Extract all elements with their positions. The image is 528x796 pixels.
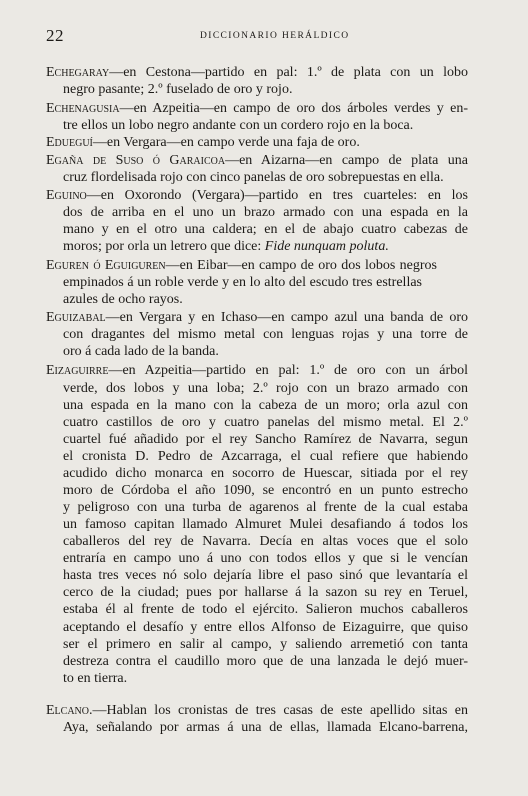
entry-text: aceptando el desafío y entre ellos Alfonso de Eizaguirre, que quiso bbox=[63, 620, 468, 635]
entry-first-line bbox=[46, 363, 468, 379]
entry-line bbox=[63, 415, 468, 431]
entry-headword: Echenagusia bbox=[46, 101, 120, 116]
entry-line bbox=[63, 517, 468, 533]
entry-text: azules de ocho rayos. bbox=[63, 292, 183, 307]
entry-first-line bbox=[46, 310, 468, 326]
entry-first-line bbox=[46, 258, 437, 274]
entry-first-line bbox=[46, 153, 468, 169]
entry-text: —en Eibar—en campo de oro dos lobos negros bbox=[165, 258, 437, 273]
entry-line bbox=[63, 432, 468, 448]
entry-line bbox=[63, 466, 468, 482]
entry-line bbox=[63, 568, 468, 584]
entry-line bbox=[63, 205, 468, 221]
entry-line bbox=[63, 170, 468, 186]
entry-line bbox=[63, 82, 468, 98]
entry-headword: Elcano bbox=[46, 703, 89, 718]
entry-text: hasta tres veces nó solo dejaría libre el paso sinó que levantaría el bbox=[63, 568, 468, 583]
motto-text: Fide nunquam poluta. bbox=[264, 239, 389, 254]
entry-line bbox=[63, 654, 468, 670]
entry-first-line bbox=[46, 703, 468, 719]
entry-text: cuartel fué añadido por el rey Sancho Ramírez de Navarra, segun bbox=[63, 432, 468, 447]
entry-text: un famoso capitan llamado Almuret Mulei desafiando á todos los bbox=[63, 517, 468, 532]
entry-line bbox=[63, 292, 422, 308]
entry-text: —en Cestona—partido en pal: 1.º de plata con un lobo bbox=[109, 65, 468, 80]
entry-first-line bbox=[46, 65, 468, 81]
entry-text: estaba él al frente de todo el ejército. Salieron muchos caballeros bbox=[63, 602, 468, 617]
entry-text: caballeros del rey de Navarra. Decía en altas voces que el solo bbox=[63, 534, 468, 549]
entry-line bbox=[63, 449, 468, 465]
entry-text: —en Azpeitia—partido en pal: 1.º de oro con un árbol bbox=[108, 363, 468, 378]
entry-headword: Edueguí bbox=[46, 135, 93, 150]
entry-text: destreza contra el caudillo moro que de una lanzada le dejó muer- bbox=[63, 654, 468, 669]
entry-headword: Eguren ó Eguiguren bbox=[46, 258, 166, 273]
entry-line bbox=[63, 637, 468, 653]
entry-line bbox=[63, 551, 468, 567]
entry-text: to en tierra. bbox=[63, 671, 128, 686]
entry-text: oro á cada lado de la banda. bbox=[63, 344, 219, 359]
page-number: 22 bbox=[46, 26, 64, 45]
entry-headword: Eguizabal bbox=[46, 310, 106, 325]
entry-line bbox=[63, 602, 468, 618]
entry-text: —en Vergara—en campo verde una faja de oro. bbox=[92, 135, 360, 150]
entry-text: tre ellos un lobo negro andante con un cordero rojo en la boca. bbox=[63, 118, 414, 133]
running-header bbox=[46, 26, 498, 46]
entry-text: moros; por orla un letrero que dice: bbox=[63, 239, 265, 254]
entry-first-line bbox=[46, 188, 468, 204]
entry-line bbox=[63, 398, 468, 414]
entry-text: cuatro castillos de oro y cuatro panelas del mismo metal. El 2.º bbox=[63, 415, 468, 430]
entry-line bbox=[63, 381, 468, 397]
entry-headword: Egaña de Suso ó Garaicoa bbox=[46, 153, 226, 168]
entry-line bbox=[63, 118, 468, 134]
entry-line bbox=[63, 585, 468, 601]
entry-text: —en Vergara y en Ichaso—en campo azul una banda de oro bbox=[105, 310, 468, 325]
entry-text: entraría en campo uno á uno con todos ellos y que si le vencían bbox=[63, 551, 468, 566]
entry-line bbox=[63, 275, 422, 291]
entry-first-line bbox=[46, 135, 468, 151]
entry-text: una espada en la mano con la cabeza de un moro; orla azul con bbox=[63, 398, 468, 413]
entry-text: negro pasante; 2.º fuselado de oro y rojo. bbox=[63, 82, 293, 97]
entry-text: —en Oxorondo (Vergara)—partido en tres cuarteles: en los bbox=[86, 188, 468, 203]
entry-text: .—Hablan los cronistas de tres casas de este apellido sitas en bbox=[89, 703, 468, 718]
entry-text: verde, dos lobos y una loba; 2.º rojo con un brazo armado con bbox=[63, 381, 468, 396]
entry-text: acudido dicho monarca en socorro de Huescar, sitiada por el rey bbox=[63, 466, 468, 481]
entry-first-line bbox=[46, 101, 468, 117]
entry-text: dos de arriba en el uno un brazo armado con una espada en la bbox=[63, 205, 468, 220]
entry-text: —en Aizarna—en campo de plata una bbox=[225, 153, 468, 168]
entry-line bbox=[63, 327, 468, 343]
entry-line bbox=[63, 671, 468, 687]
entry-text: moro de Córdoba el año 1090, se encontró en un punto estrecho bbox=[63, 483, 468, 498]
entry-headword: Eguino bbox=[46, 188, 87, 203]
entry-text: el cronista D. Pedro de Azcarraga, el cual refiere que habiendo bbox=[63, 449, 468, 464]
entry-line bbox=[63, 620, 468, 636]
entry-line bbox=[63, 222, 468, 238]
entry-line bbox=[63, 720, 468, 736]
entry-line bbox=[63, 239, 468, 255]
entry-line bbox=[63, 500, 468, 516]
entry-line bbox=[63, 534, 468, 550]
entry-text: —en Azpeitia—en campo de oro dos árboles verdes y en- bbox=[119, 101, 468, 116]
entry-text: y peligroso con una turba de agarenos al frente de la cual estaba bbox=[63, 500, 468, 515]
entry-text: cerco de la ciudad; pues por hallarse á la sazon su rey en Teruel, bbox=[63, 585, 468, 600]
entry-headword: Echegaray bbox=[46, 65, 110, 80]
entry-text: mano y en el otro una caldera; en el de abajo cuatro cabezas de bbox=[63, 222, 468, 237]
entry-headword: Eizaguirre bbox=[46, 363, 109, 378]
entry-text: empinados á un roble verde y en lo alto del escudo tres estrellas bbox=[63, 275, 422, 290]
entry-line bbox=[63, 344, 468, 360]
entry-text: ser el primero en salir al campo, y saliendo arremetió con tanta bbox=[63, 637, 468, 652]
entry-text: Aya, señalando por armas á una de ellas, llamada Elcano-barrena, bbox=[63, 720, 468, 735]
entry-text: con dragantes del mismo metal con lenguas rojas y una torre de bbox=[63, 327, 468, 342]
running-title: DICCIONARIO HERÁLDICO bbox=[200, 31, 350, 41]
entry-line bbox=[63, 483, 468, 499]
entry-text: cruz flordelisada rojo con cinco panelas de oro sobrepuestas en ella. bbox=[63, 170, 444, 185]
